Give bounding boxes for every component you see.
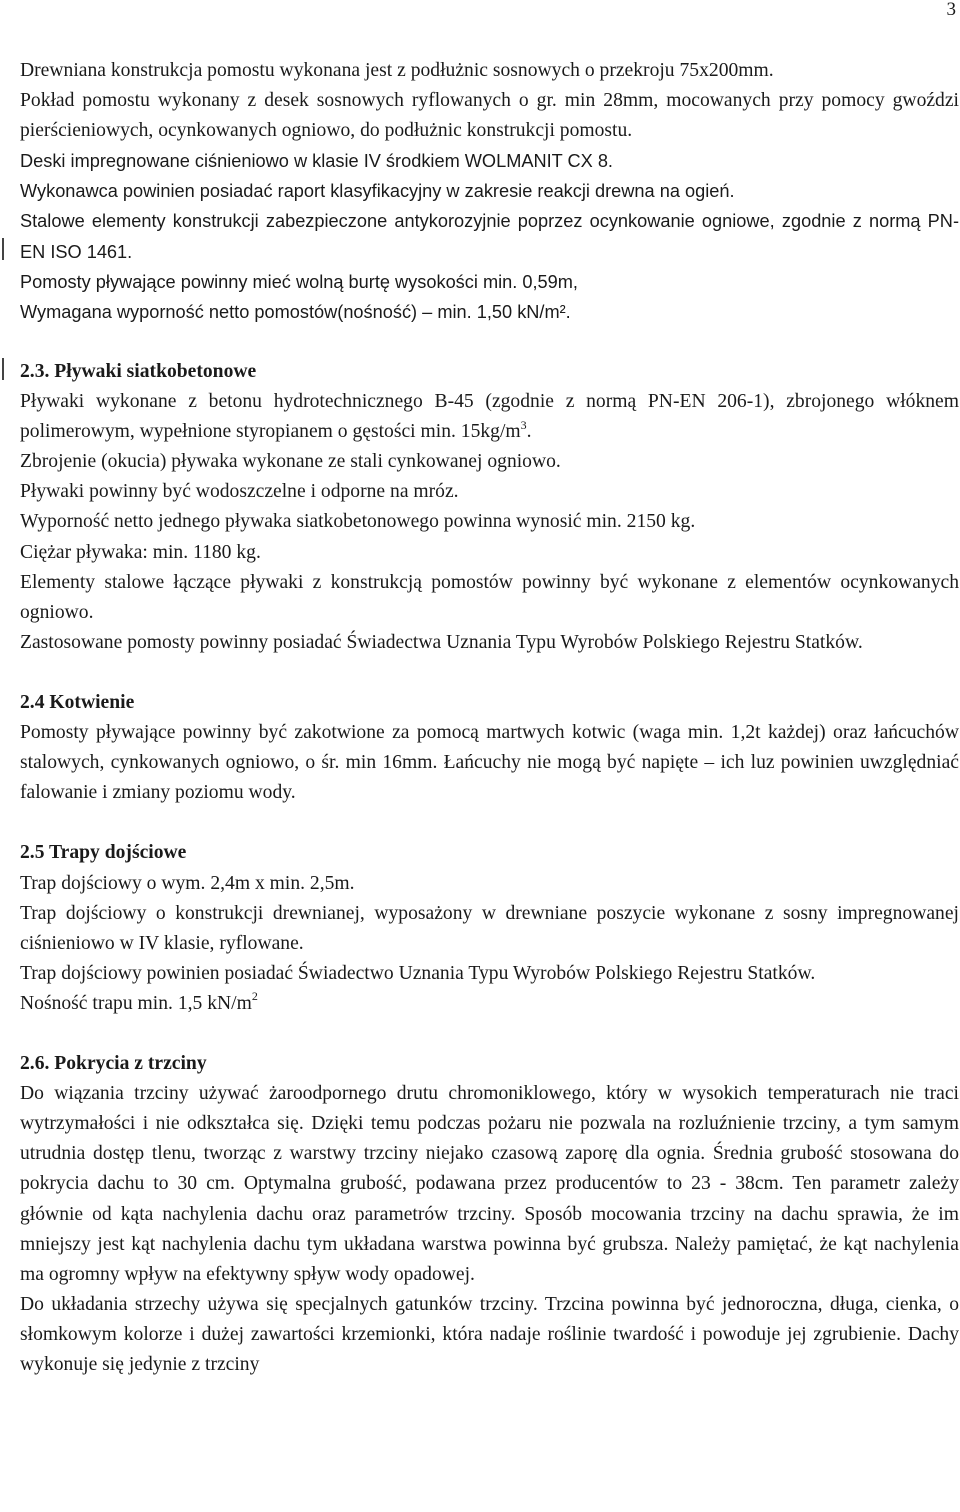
change-bar xyxy=(2,358,4,380)
paragraph: Do wiązania trzciny używać żaroodpornego drutu chromoniklowego, który w wysokich temperaturach nie traci wytrzymałości i nie odkształca się. Dzięki temu podczas pożaru nie pozwala na rozluźnienie trzciny, a tym samym utrudnia dostęp tlenu, tworząc z warstwy trzciny niejako czasową zaporę dla ognia. Średnia grubość stosowana do pokrycia dachu to 30 cm. Optymalna grubość, podawana przez producentów to 23 - 38cm. Ten parametr zależy głównie od kąta nachylenia dachu oraz parametrów trzciny. Sposób mocowania trzciny na dachu sprawia, że im mniejszy jest kąt nachylenia dachu tym układana warstwa powinna być grubsza. Należy pamiętać, że kąt nachylenia ma ogromny wpływ na efektywny spływ wody opadowej. xyxy=(20,1083,959,1285)
paragraph xyxy=(20,989,959,1019)
paragraph: Trap dojściowy powinien posiadać Świadectwo Uznania Typu Wyrobów Polskiego Rejestru Statków. xyxy=(20,962,816,984)
paragraph xyxy=(20,387,959,447)
paragraph: Wymagana wyporność netto pomostów(nośność) – min. 1,50 kN/m². xyxy=(20,301,571,322)
paragraph: Zastosowane pomosty powinny posiadać Świadectwa Uznania Typu Wyrobów Polskiego Rejestru Statków. xyxy=(20,631,863,653)
paragraph-text: Pływaki wykonane z betonu hydrotechnicznego B-45 (zgodnie z normą PN-EN 206-1), zbrojonego włóknem polimerowym, wypełnione styropianem o gęstości min. 15kg/m xyxy=(20,391,959,443)
superscript: 2 xyxy=(251,989,258,1004)
paragraph: Pływaki powinny być wodoszczelne i odporne na mróz. xyxy=(20,481,459,503)
change-bar xyxy=(2,238,4,260)
document-body xyxy=(20,56,959,1380)
paragraph: Stalowe elementy konstrukcji zabezpieczone antykorozyjnie poprzez ocynkowanie ogniowe, zgodnie z normą PN-EN ISO 1461. xyxy=(20,211,959,262)
paragraph: Pomosty pływające powinny być zakotwione za pomocą martwych kotwic (waga min. 1,2t każdej) oraz łańcuchów stalowych, cynkowanych ogniowo, o śr. min 16mm. Łańcuchy nie mogą być napięte – ich luz powinien uwzględniać falowanie i zmiany poziomu wody. xyxy=(20,722,959,804)
paragraph: Wyporność netto jednego pływaka siatkobetonowego powinna wynosić min. 2150 kg. xyxy=(20,511,696,533)
paragraph: Drewniana konstrukcja pomostu wykonana jest z podłużnic sosnowych o przekroju 75x200mm. xyxy=(20,60,774,81)
section-heading: 2.5 Trapy dojściowe xyxy=(20,842,187,864)
section-heading: 2.4 Kotwienie xyxy=(20,691,135,713)
paragraph-text: . xyxy=(526,421,532,443)
paragraph: Elementy stalowe łączące pływaki z konstrukcją pomostów powinny być wykonane z elementów ocynkowanych ogniowo. xyxy=(20,571,959,623)
paragraph-text: Nośność trapu min. 1,5 kN/m xyxy=(20,992,252,1014)
paragraph: Trap dojściowy o wym. 2,4m x min. 2,5m. xyxy=(20,872,355,894)
paragraph: Zbrojenie (okucia) pływaka wykonane ze stali cynkowanej ogniowo. xyxy=(20,451,561,473)
paragraph: Ciężar pływaka: min. 1180 kg. xyxy=(20,541,261,563)
section-heading: 2.6. Pokrycia z trzciny xyxy=(20,1053,207,1075)
page-number: 3 xyxy=(946,0,956,20)
section-heading: 2.3. Pływaki siatkobetonowe xyxy=(20,360,257,382)
paragraph: Deski impregnowane ciśnieniowo w klasie IV środkiem WOLMANIT CX 8. xyxy=(20,151,613,172)
superscript: 3 xyxy=(520,417,527,432)
paragraph: Wykonawca powinien posiadać raport klasyfikacyjny w zakresie reakcji drewna na ogień. xyxy=(20,181,735,202)
paragraph: Do układania strzechy używa się specjalnych gatunków trzciny. Trzcina powinna być jednoroczna, długa, cienka, o słomkowym kolorze i dużej zawartości krzemionki, która nadaje roślinie twardość i powoduje jej zgrubienie. Dachy wykonuje się jedynie z trzciny xyxy=(20,1293,959,1376)
paragraph: Trap dojściowy o konstrukcji drewnianej, wyposażony w drewniane poszycie wykonane z sosny impregnowanej ciśnieniowo w IV klasie, ryflowane. xyxy=(20,902,959,954)
paragraph: Pomosty pływające powinny mieć wolną burtę wysokości min. 0,59m, xyxy=(20,271,578,292)
paragraph: Pokład pomostu wykonany z desek sosnowych ryflowanych o gr. min 28mm, mocowanych przy pomocy gwoździ pierścieniowych, ocynkowanych ogniowo, do podłużnic konstrukcji pomostu. xyxy=(20,90,959,142)
